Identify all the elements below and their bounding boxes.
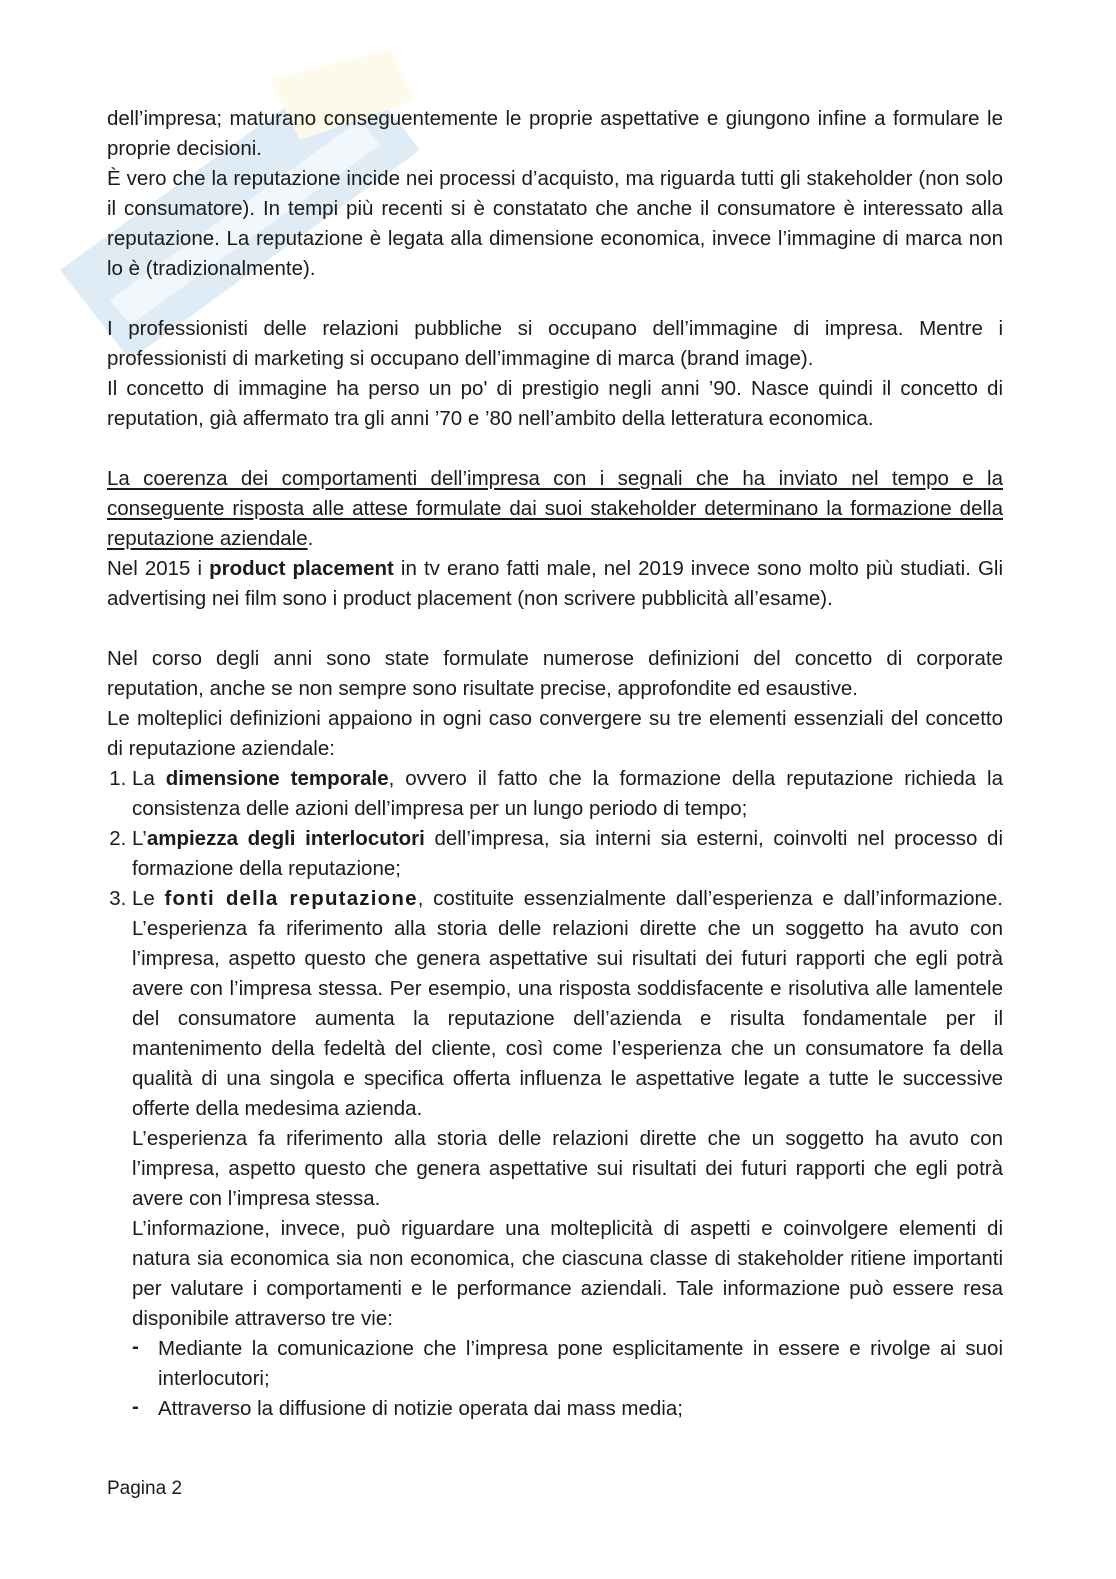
dash-icon: - (132, 1395, 139, 1418)
paragraph-experience: L’esperienza fa riferimento alla storia delle relazioni dirette che un soggetto ha avuto con l’impresa, aspetto questo che genera aspettative sui risultati dei futuri rapporti che egli potrà avere con l’impresa stessa. (132, 1127, 1003, 1210)
paragraph-image-concept: Il concetto di immagine ha perso un po' di prestigio negli anni ’90. Nasce quindi il concetto di reputation, già affermato tra gli anni ’70 e ’80 nell’ambito della letteratura economica. (107, 377, 1003, 430)
paragraph-coherence: La coerenza dei comportamenti dell’impresa con i segnali che ha inviato nel tempo e la conseguente risposta alle attese formulate dai suoi stakeholder determinano la formazione della reputazione aziendale. (107, 467, 1003, 550)
paragraph-intro: dell’impresa; maturano conseguentemente le proprie aspettative e giungono infine a formulare le proprie decisioni. (107, 107, 1003, 160)
list-item: 2. L’ampiezza degli interlocutori dell’impresa, sia interni sia esterni, coinvolti nel processo di formazione della reputazione; (132, 824, 1003, 884)
paragraph-definitions: Nel corso degli anni sono state formulate numerose definizioni del concetto di corporate reputation, anche se non sempre sono risultate precise, approfondite ed esaustive. (107, 647, 1003, 700)
elements-list (107, 764, 1003, 1424)
list-item: 1. La dimensione temporale, ovvero il fatto che la formazione della reputazione richieda la consistenza delle azioni dell’impresa per un lungo periodo di tempo; (132, 764, 1003, 824)
paragraph-information: L’informazione, invece, può riguardare una molteplicità di aspetti e coinvolgere elementi di natura sia economica sia non economica, che ciascuna classe di stakeholder ritiene importanti per valutare i comportamenti e le performance aziendali. Tale informazione può essere resa disponibile attraverso tre vie: (132, 1217, 1003, 1330)
paragraph-professionals: I professionisti delle relazioni pubbliche si occupano dell’immagine di impresa. Mentre i professionisti di marketing si occupano dell’immagine di marca (brand image). (107, 317, 1003, 370)
paragraph-product-placement: Nel 2015 i product placement in tv erano fatti male, nel 2019 invece sono molto più studiati. Gli advertising nei film sono i product placement (non scrivere pubblicità all’esame). (107, 557, 1004, 610)
underlined-definition: La coerenza dei comportamenti dell’impresa con i segnali che ha inviato nel tempo e la conseguente risposta alle attese formulate dai suoi stakeholder determinano la formazione della reputazione aziendale (107, 467, 1003, 550)
dash-icon: - (132, 1335, 139, 1358)
bold-term: product placement (209, 557, 394, 580)
document-page (107, 104, 1003, 1424)
list-item: - Attraverso la diffusione di notizie operata dai mass media; (132, 1394, 1003, 1424)
paragraph-reputation-purchase: È vero che la reputazione incide nei processi d’acquisto, ma riguarda tutti gli stakeholder (non solo il consumatore). In tempi più recenti si è constatato che anche il consumatore è interessato alla reputazione. La reputazione è legata alla dimensione economica, invece l’immagine di marca non lo è (tradizionalmente). (107, 167, 1003, 280)
page-number: Pagina 2 (107, 1478, 183, 1499)
list-item: - Mediante la comunicazione che l’impresa pone esplicitamente in essere e rivolge ai suoi interlocutori; (132, 1334, 1003, 1394)
channels-list (132, 1334, 1003, 1424)
paragraph-three-elements: Le molteplici definizioni appaiono in ogni caso convergere su tre elementi essenziali del concetto di reputazione aziendale: (107, 707, 1003, 760)
list-item: 3. Le fonti della reputazione, costituite essenzialmente dall’esperienza e dall’informazione. L’esperienza fa riferimento alla storia delle relazioni dirette che un soggetto ha avuto con l’impresa, aspetto questo che genera aspettative sui risultati dei futuri rapporti che egli potrà avere con l’impresa stessa. Per esempio, una risposta soddisfacente e risolutiva alle lamentele del consumatore aumenta la reputazione dell’azienda e risulta fondamentale per il mantenimento della fedeltà del cliente, così come l’esperienza che un consumatore fa della qualità di una singola e specifica offerta influenza le aspettative legate a tutte le successive offerte della medesima azienda. L’esperienza fa riferimento alla storia delle relazioni dirette che un soggetto ha avuto con l’impresa, aspetto questo che genera aspettative sui risultati dei futuri rapporti che egli potrà avere con l’impresa stessa. L’informazione, invece, può riguardare una molteplicità di aspetti e coinvolgere elementi di natura sia economica sia non economica, che ciascuna classe di stakeholder ritiene importanti per valutare i comportamenti e le performance aziendali. Tale informazione può essere resa disponibile attraverso tre vie: - Mediante la comunicazione che l’impresa pone esplicitamente in essere e rivolge ai suoi interlocutori; - Attraverso la diffusione di notizie operata dai mass media; (132, 884, 1003, 1424)
